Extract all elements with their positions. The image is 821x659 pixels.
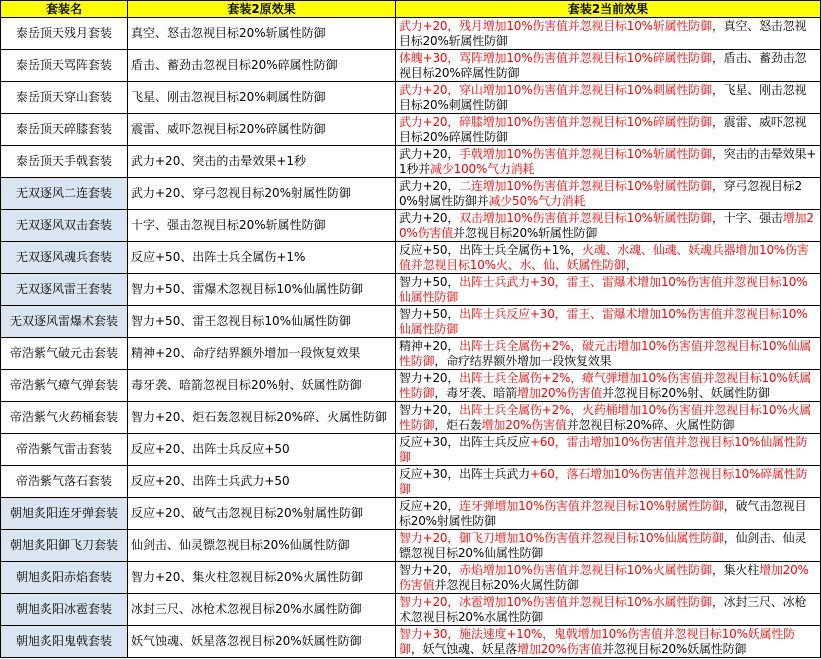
original-effect-cell: 反应+50、出阵士兵全属伤+1% (128, 242, 396, 274)
table-body (1, 18, 821, 658)
current-effect-cell (396, 242, 821, 274)
effect-text: ，盾击、蓄劲击忽视目标20%碎属性防御 (399, 50, 807, 80)
effect-text: ， (625, 257, 638, 272)
set-name-cell: 帝浩紫气落石套装 (1, 466, 128, 498)
highlighted-effect-text: 出阵士兵全属伤+2%，瘴气弹增加10%伤害值并忽视目标10%妖属性防御 (399, 370, 812, 400)
original-effect-cell: 真空、怒击忽视目标20%斩属性防御 (128, 18, 396, 50)
set-name-cell: 帝浩紫气火药桶套装 (1, 402, 128, 434)
effect-text: 反应+30，出阵士兵反应 (399, 434, 530, 449)
original-effect-cell: 反应+20、出阵士兵反应+50 (128, 434, 396, 466)
effect-text: ，震雷、威吓忽视目标20%碎属性防御 (399, 114, 807, 144)
highlighted-effect-text: 武力+20，碎膝增加10%伤害值并忽视目标10%碎属性防御 (399, 114, 712, 129)
current-effect-cell (396, 434, 821, 466)
highlighted-effect-text: 出阵士兵全属伤+2%，火药桶增加10%伤害值并忽视目标10%火属性防御 (399, 402, 812, 432)
effect-text: ，穿弓忽视目标20%射属性防御并 (399, 178, 802, 208)
table-row (1, 210, 821, 242)
original-effect-cell: 武力+20、突击的击晕效果+1秒 (128, 146, 396, 178)
highlighted-effect-text: 手戟增加10%伤害值并忽视目标10%斩属性防御 (459, 146, 712, 161)
effect-text: 反应+20， (399, 498, 460, 513)
highlighted-effect-text: 减少100%气力消耗 (430, 161, 535, 176)
effect-text: 武力+20， (399, 178, 460, 193)
highlighted-effect-text: 双击增加10%伤害值并忽视目标10%斩属性防御 (459, 210, 712, 225)
set-name-cell: 无双逐风雷王套装 (1, 274, 128, 306)
original-effect-cell: 武力+20、穿弓忽视目标20%射属性防御 (128, 178, 396, 210)
current-effect-cell (396, 18, 821, 50)
highlighted-effect-text: 二连增加10%伤害值并忽视目标10%射属性防御 (459, 178, 712, 193)
highlighted-effect-text: 增加20%伤害值 (399, 562, 809, 592)
effect-text: 并忽视目标20%斩属性防御 (453, 225, 598, 240)
highlighted-effect-text: 武力+20，穿山增加10%伤害值并忽视目标10%刺属性防御 (399, 82, 712, 97)
current-effect-cell (396, 338, 821, 370)
table-row (1, 114, 821, 146)
effect-text: 精神+20， (399, 338, 460, 353)
original-effect-cell: 反应+20、破气击忽视目标20%射属性防御 (128, 498, 396, 530)
highlighted-effect-text: 减少50%气力消耗 (488, 193, 586, 208)
highlighted-effect-text: 连牙弹增加10%伤害值并忽视目标10%射属性防御 (459, 498, 724, 513)
current-effect-cell (396, 274, 821, 306)
original-effect-cell: 十字、强击忽视目标20%斩属性防御 (128, 210, 396, 242)
original-effect-cell: 盾击、蓄劲击忽视目标20%碎属性防御 (128, 50, 396, 82)
current-effect-cell (396, 594, 821, 626)
current-effect-cell (396, 498, 821, 530)
original-effect-cell: 仙剑击、仙灵镖忽视目标20%仙属性防御 (128, 530, 396, 562)
highlighted-effect-text: +60，雷击增加10%伤害值并忽视目标10%仙属性防御 (399, 434, 808, 464)
highlighted-effect-text: 出阵士兵全属伤+2%，破元击增加10%伤害值并忽视目标10%仙属性防御 (399, 338, 812, 368)
header-original-effect: 套装2原效果 (128, 1, 396, 18)
header-set-name: 套装名 (1, 1, 128, 18)
effect-text: ，真空、怒击忽视目标20%斩属性防御 (399, 18, 807, 48)
current-effect-cell (396, 146, 821, 178)
set-name-cell: 朝旭炙阳连牙弹套装 (1, 498, 128, 530)
effect-text: 智力+20， (399, 562, 460, 577)
current-effect-cell (396, 178, 821, 210)
table-row (1, 50, 821, 82)
table-row (1, 626, 821, 658)
effect-text: 武力+20， (399, 210, 460, 225)
effect-text: 反应+30，出阵士兵武力 (399, 466, 530, 481)
highlighted-effect-text: 智力+20，冰雹增加10%伤害值并忽视目标10%水属性防御 (399, 594, 712, 609)
highlighted-effect-text: 武力+20，残月增加10%伤害值并忽视目标10%斩属性防御 (399, 18, 712, 33)
effect-text: ，命疗结界额外增加一段恢复效果 (434, 353, 612, 368)
set-name-cell: 帝浩紫气雷击套装 (1, 434, 128, 466)
highlighted-effect-text: 增加20%伤害值 (517, 385, 603, 400)
current-effect-cell (396, 210, 821, 242)
effect-text: ，妖气蚀魂、妖星落 (410, 641, 518, 656)
table-row (1, 562, 821, 594)
highlighted-effect-text: 赤焰增加10%伤害值并忽视目标10%火属性防御 (459, 562, 712, 577)
highlighted-effect-text: 增加20%伤害值 (399, 210, 814, 240)
original-effect-cell: 智力+50、雷王忽视目标10%仙属性防御 (128, 306, 396, 338)
highlighted-effect-text: 体魄+30，骂阵增加10%伤害值并忽视目标10%碎属性防御 (399, 50, 712, 65)
effect-text: ，毒牙袭、暗箭 (434, 385, 518, 400)
table-row (1, 466, 821, 498)
set-name-cell: 帝浩紫气破元击套装 (1, 338, 128, 370)
effect-text: ，突击的击晕效果+1秒并 (399, 146, 817, 176)
header-row (1, 1, 821, 18)
set-name-cell: 无双逐风雷爆术套装 (1, 306, 128, 338)
set-name-cell: 无双逐风双击套装 (1, 210, 128, 242)
effect-text: ，炬石轰 (434, 417, 482, 432)
original-effect-cell: 精神+20、命疗结界额外增加一段恢复效果 (128, 338, 396, 370)
original-effect-cell: 冰封三尺、冰枪术忽视目标20%水属性防御 (128, 594, 396, 626)
effect-text: ，仙剑击、仙灵镖忽视目标20%仙属性防御 (399, 530, 807, 560)
table-row (1, 274, 821, 306)
table-row (1, 338, 821, 370)
set-name-cell: 泰岳顶天骂阵套装 (1, 50, 128, 82)
original-effect-cell: 毒牙袭、暗箭忽视目标20%射、妖属性防御 (128, 370, 396, 402)
highlighted-effect-text: 火魂、水魂、仙魂、妖魂兵器增加10%伤害值并忽视目标10%火、水、仙、妖属性防御 (399, 242, 809, 272)
table-row (1, 498, 821, 530)
original-effect-cell: 智力+20、集火柱忽视目标20%火属性防御 (128, 562, 396, 594)
effect-text: 并忽视目标20%射、妖属性防御 (602, 385, 770, 400)
effect-text: 反应+50，出阵士兵全属伤+1%， (399, 242, 583, 257)
current-effect-cell (396, 530, 821, 562)
original-effect-cell: 反应+20、出阵士兵武力+50 (128, 466, 396, 498)
table-row (1, 306, 821, 338)
effect-text: 智力+50， (399, 306, 460, 321)
highlighted-effect-text: 出阵士兵反应+30，雷王、雷爆术增加10%伤害值并忽视目标10%仙属性防御 (399, 306, 808, 336)
highlighted-effect-text: 增加20%伤害值 (481, 417, 567, 432)
set-name-cell: 无双逐风二连套装 (1, 178, 128, 210)
effect-text: 智力+20， (399, 402, 460, 417)
set-name-cell: 朝旭炙阳冰雹套装 (1, 594, 128, 626)
table-row (1, 370, 821, 402)
highlighted-effect-text: 智力+30，施法速度+10%，鬼戟增加10%伤害值并忽视目标10%妖属性防御 (399, 626, 795, 656)
highlighted-effect-text: 增加20%伤害值 (517, 641, 603, 656)
set-name-cell: 泰岳顶天穿山套装 (1, 82, 128, 114)
header-current-effect: 套装2当前效果 (396, 1, 821, 18)
set-name-cell: 泰岳顶天残月套装 (1, 18, 128, 50)
table-row (1, 82, 821, 114)
effect-text: 智力+50， (399, 274, 460, 289)
table-row (1, 434, 821, 466)
current-effect-cell (396, 82, 821, 114)
original-effect-cell: 妖气蚀魂、妖星落忽视目标20%妖属性防御 (128, 626, 396, 658)
table-row (1, 178, 821, 210)
table-row (1, 594, 821, 626)
table-row (1, 242, 821, 274)
effect-text: ，破气击忽视目标20%射属性防御 (399, 498, 807, 528)
table-row (1, 18, 821, 50)
original-effect-cell: 智力+20、炬石轰忽视目标20%碎、火属性防御 (128, 402, 396, 434)
current-effect-cell (396, 402, 821, 434)
current-effect-cell (396, 50, 821, 82)
effect-text: ，飞星、刚击忽视目标20%刺属性防御 (399, 82, 807, 112)
effect-text: 并忽视目标20%碎、火属性防御 (566, 417, 735, 432)
set-name-cell: 帝浩紫气瘴气弹套装 (1, 370, 128, 402)
effect-text: ，冰封三尺、冰枪术忽视目标20%水属性防御 (399, 594, 807, 624)
current-effect-cell (396, 562, 821, 594)
original-effect-cell: 震雷、威吓忽视目标20%碎属性防御 (128, 114, 396, 146)
table-row (1, 530, 821, 562)
set-name-cell: 朝旭炙阳鬼戟套装 (1, 626, 128, 658)
set-name-cell: 朝旭炙阳赤焰套装 (1, 562, 128, 594)
set-name-cell: 无双逐风魂兵套装 (1, 242, 128, 274)
effect-text: ，集火柱 (711, 562, 760, 577)
effect-text: 并忽视目标20%火属性防御 (434, 577, 579, 592)
effect-text: 智力+20， (399, 370, 460, 385)
table-row (1, 402, 821, 434)
set-name-cell: 泰岳顶天手戟套装 (1, 146, 128, 178)
highlighted-effect-text: +60，落石增加10%伤害值并忽视目标10%碎属性防御 (399, 466, 808, 496)
effect-text: ，十字、强击 (711, 210, 783, 225)
current-effect-cell (396, 306, 821, 338)
highlighted-effect-text: 智力+20，御飞刀增加10%伤害值并忽视目标10%仙属性防御 (399, 530, 724, 545)
highlighted-effect-text: 出阵士兵武力+30，雷王、雷爆术增加10%伤害值并忽视目标10%仙属性防御 (399, 274, 808, 304)
original-effect-cell: 智力+50、雷爆术忽视目标10%仙属性防御 (128, 274, 396, 306)
effect-text: 武力+20， (399, 146, 460, 161)
current-effect-cell (396, 370, 821, 402)
table-row (1, 146, 821, 178)
original-effect-cell: 飞星、刚击忽视目标20%刺属性防御 (128, 82, 396, 114)
set-name-cell: 朝旭炙阳御飞刀套装 (1, 530, 128, 562)
effect-text: 并忽视目标20%妖属性防御 (602, 641, 747, 656)
set-name-cell: 泰岳顶天碎膝套装 (1, 114, 128, 146)
current-effect-cell (396, 626, 821, 658)
current-effect-cell (396, 466, 821, 498)
current-effect-cell (396, 114, 821, 146)
